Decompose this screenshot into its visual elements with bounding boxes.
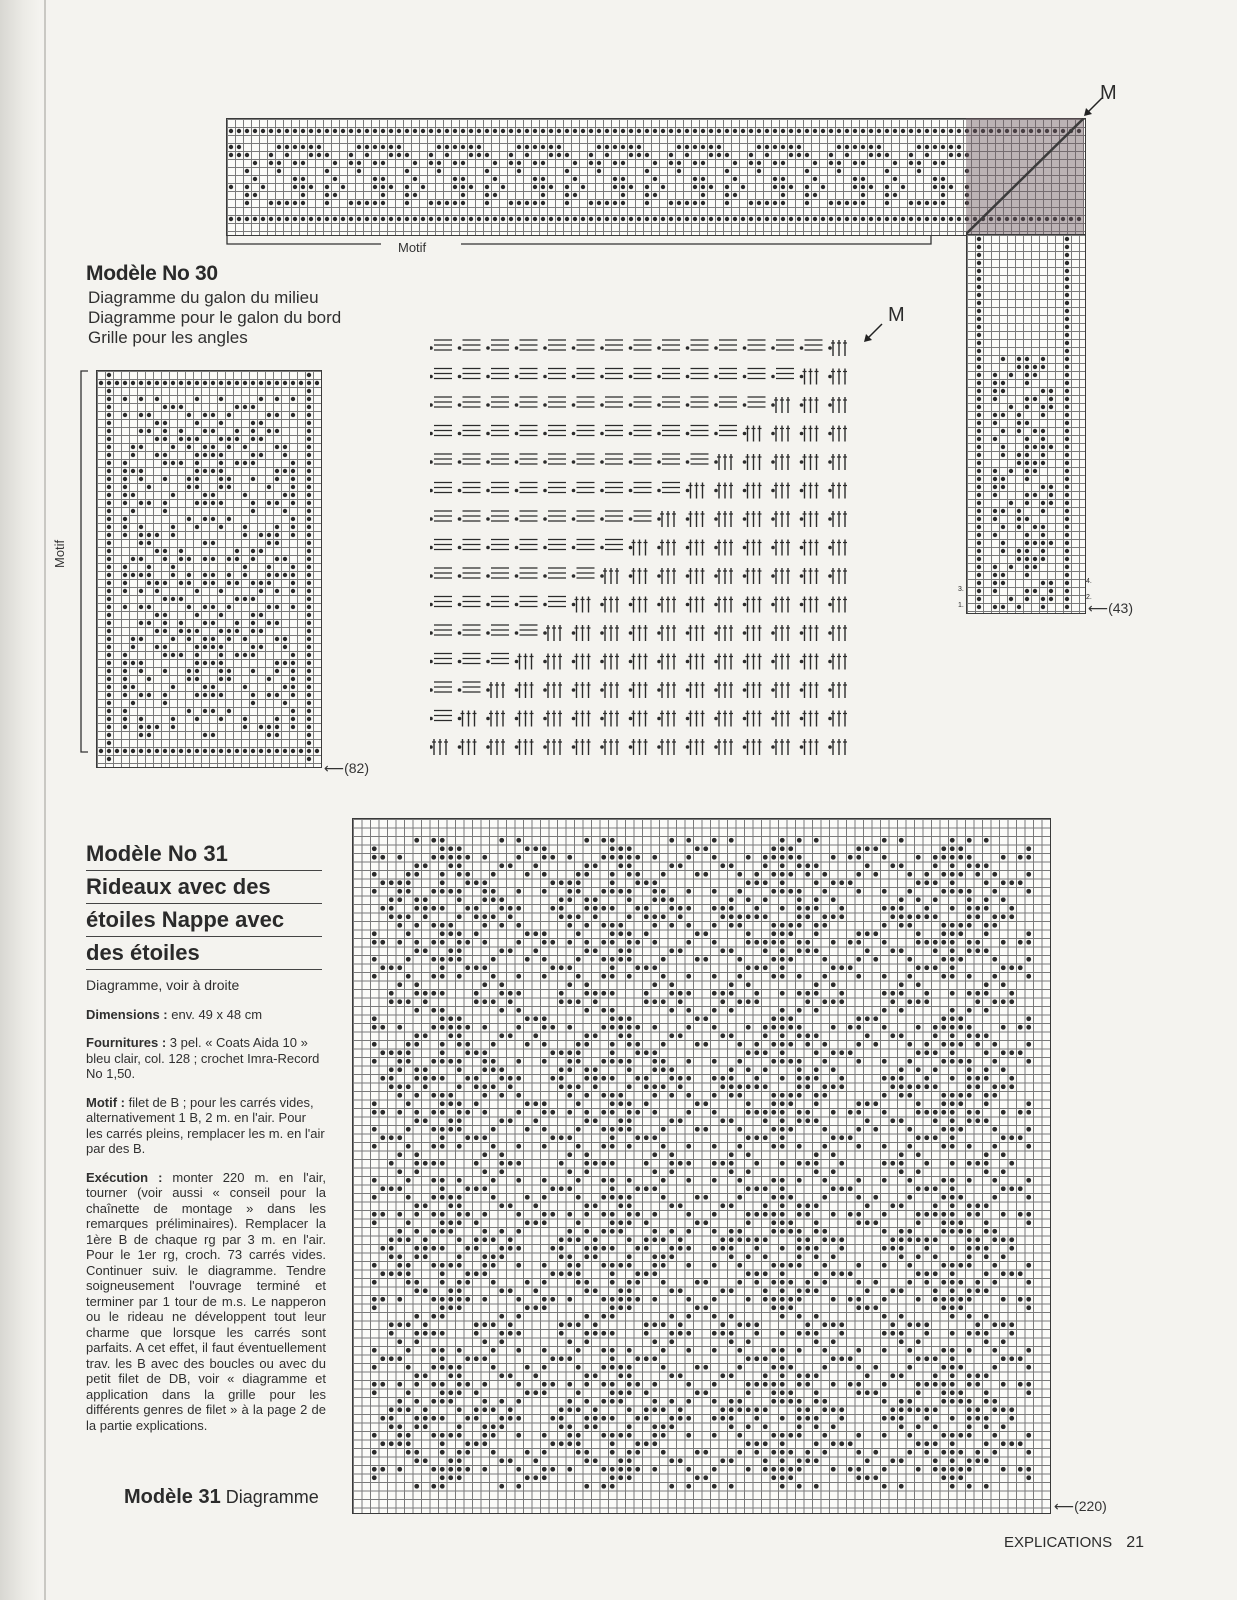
model31-caption	[124, 1486, 319, 1509]
corner-diagonal-line	[966, 118, 1084, 234]
corner-marker-arrow	[1082, 96, 1106, 118]
diagram-note: Diagramme, voir à droite	[86, 977, 240, 993]
row-number-1: 1.	[958, 602, 964, 609]
ref-82: ⟵(82)	[324, 760, 369, 776]
fournitures-value: 3 pel. « Coats Aida 10 » bleu clair, col. 128 ; crochet Imra-Record No 1,50.	[86, 1035, 320, 1081]
motif-label: Motif :	[86, 1094, 125, 1110]
model31-heading	[86, 838, 322, 970]
row-number-3: 3.	[958, 586, 964, 593]
motif-label-top: Motif	[398, 240, 427, 255]
dimensions-label: Dimensions :	[86, 1006, 168, 1022]
ref-220: ⟵(220)	[1054, 1498, 1107, 1514]
model30-line-2: Diagramme pour le galon du bord	[88, 308, 342, 327]
motif-value: filet de B ; pour les carrés vides, alternativement 1 B, 2 m. en l'air. Pour les carrés pleins, remplacer les m. en l'air par des B.	[86, 1094, 325, 1156]
page-gutter-shadow	[0, 0, 40, 1600]
row-number-4: 4.	[1086, 578, 1092, 585]
page-fold-line	[44, 0, 46, 1600]
footer	[1004, 1534, 1144, 1552]
motif-bracket-top	[226, 236, 932, 250]
model30-line-3: Grille pour les angles	[88, 328, 248, 347]
execution-label: Exécution :	[86, 1169, 163, 1185]
caption-rest: Diagramme	[220, 1487, 319, 1507]
grid-marker-m: M	[888, 304, 905, 326]
model31-title-line-1: Modèle No 31	[86, 838, 322, 871]
model30-line-1: Diagramme du galon du milieu	[88, 288, 319, 307]
execution-value: monter 220 m. en l'air, tourner (voir aussi « conseil pour la chaînette de montage » dans les remarques préliminaires). Remplacer la 1ère B de chaque rg par 3 m. en l'air. Pour le 1er rg, croch. 73 carrés vides. Continuer suiv. le diagramme. Tendre soigneusement l'ouvrage terminé et terminer par 1 tour de m.s. Le napperon ou le rideau ne développent tout leur charme que lorsque les carrés sont parfaits. A cet effet, il faut éventuellement trav. les B avec des boucles ou avec du petit filet de DB, voir « diagramme et application dans la grille pour les différents genres de filet » à la page 2 de la partie explications.	[86, 1169, 326, 1433]
page-number: 21	[1126, 1534, 1145, 1551]
motif-paragraph	[86, 1095, 326, 1157]
filled-cells	[227, 119, 1085, 235]
filled-cells	[353, 819, 1050, 1513]
footer-label: EXPLICATIONS	[1004, 1534, 1113, 1551]
fournitures-label: Fournitures :	[86, 1035, 167, 1050]
row-number-2: 2.	[1086, 594, 1092, 601]
caption-bold: Modèle 31	[124, 1486, 221, 1508]
filled-cells	[967, 235, 1085, 613]
corner-stitch-diagram	[430, 336, 866, 774]
execution-paragraph	[86, 1170, 326, 1434]
model31-title-line-2: Rideaux avec des	[86, 871, 322, 904]
filled-cells	[97, 371, 321, 767]
model31-title-line-3: étoiles Nappe avec	[86, 904, 322, 937]
dimensions-paragraph	[86, 1007, 326, 1023]
corner-marker-m: M	[1100, 82, 1117, 104]
border-chart-vertical	[966, 234, 1086, 614]
dimensions-value: env. 49 x 48 cm	[167, 1006, 263, 1022]
model31-title-line-4: des étoiles	[86, 937, 322, 970]
motif-label-side: Motif	[52, 539, 67, 568]
star-filet-chart	[352, 818, 1051, 1514]
model31-instructions	[86, 978, 326, 1446]
center-band-chart	[96, 370, 322, 768]
border-chart-horizontal	[226, 118, 1086, 236]
motif-bracket-side	[78, 370, 90, 754]
ref-43: ⟵(43)	[1088, 600, 1133, 616]
fournitures-paragraph	[86, 1035, 326, 1082]
model30-title: Modèle No 30	[86, 262, 218, 285]
